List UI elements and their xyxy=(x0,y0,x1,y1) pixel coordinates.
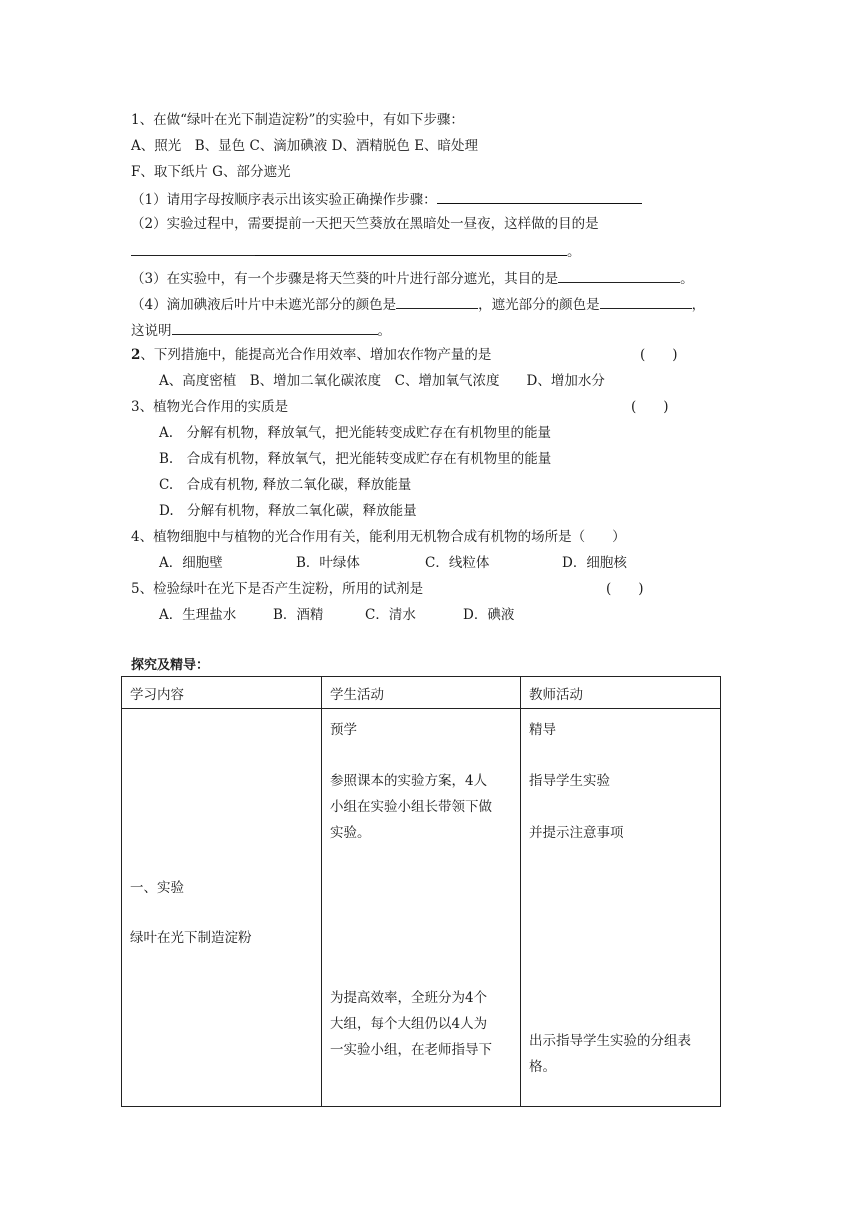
q1-sub3-line xyxy=(131,268,694,288)
q1-sub4-text-c: ， xyxy=(691,297,706,313)
q5-option-d: D．碘液 xyxy=(463,607,515,623)
q3-option-d: D. 分解有机物，释放二氧化碳，释放能量 xyxy=(159,503,417,519)
q1-sub2-text: （2）实验过程中，需要提前一天把天竺葵放在黑暗处一昼夜，这样做的目的是 xyxy=(131,216,599,232)
q3-option-a: A. 分解有机物，释放氧气，把光能转变成贮存在有机物里的能量 xyxy=(159,425,552,441)
content-cell xyxy=(122,709,322,1107)
q1-sub1-blank[interactable] xyxy=(437,189,642,204)
q1-sub2-blank-b[interactable] xyxy=(255,241,567,256)
content-line-title: 绿叶在光下制造淀粉 xyxy=(130,930,252,946)
student-p1-line1: 参照课本的实验方案，4人 xyxy=(330,773,488,789)
teacher-line1: 指导学生实验 xyxy=(529,773,610,789)
q1-sub4-blank-a[interactable] xyxy=(396,294,478,309)
q1-sub1-text: （1）请用字母按顺序表示出该实验正确操作步骤： xyxy=(131,192,437,208)
q1-sub4-line xyxy=(131,294,705,314)
q4-option-a: A．细胞壁 xyxy=(159,555,223,571)
q2-stem-line xyxy=(131,346,491,364)
teacher-line3b: 格。 xyxy=(529,1059,556,1075)
q4-option-c: C．线粒体 xyxy=(425,555,490,571)
q1-sub4-end: 。 xyxy=(377,323,391,339)
student-p1-line2: 小组在实验小组长带领下做 xyxy=(330,799,492,815)
q1-sub4-text-a: （4）滴加碘液后叶片中未遮光部分的颜色是 xyxy=(131,297,397,313)
q1-sub4-line2 xyxy=(131,320,391,340)
student-p1-line3: 实验。 xyxy=(330,825,371,841)
teacher-guide: 精导 xyxy=(529,722,556,738)
q1-sub3-text: （3）在实验中，有一个步骤是将天竺葵的叶片进行部分遮光，其目的是 xyxy=(131,271,559,287)
header-teacher-activity: 教师活动 xyxy=(529,687,583,703)
table-header-row xyxy=(122,677,721,709)
student-pre-study: 预学 xyxy=(330,722,357,738)
teacher-line3a: 出示指导学生实验的分组表 xyxy=(529,1033,691,1049)
q4-stem: 4、植物细胞中与植物的光合作用有关，能利用无机物合成有机物的场所是（ ） xyxy=(131,529,626,545)
student-p2-line2: 大组，每个大组仍以4人为 xyxy=(330,1016,488,1032)
q2-answer-paren[interactable]: ( ) xyxy=(640,347,678,363)
q2-stem: 、下列措施中，能提高光合作用效率、增加农作物产量的是 xyxy=(140,347,492,363)
student-p2-line1: 为提高效率，全班分为4个 xyxy=(330,990,488,1006)
header-cell-student xyxy=(322,677,521,709)
q5-stem: 5、检验绿叶在光下是否产生淀粉，所用的试剂是 xyxy=(131,581,424,597)
q1-options-line2: F、取下纸片 G、部分遮光 xyxy=(131,164,291,180)
q4-option-b: B．叶绿体 xyxy=(296,555,360,571)
q1-options-line1: A、照光 B、显色 C、滴加碘液 D、酒精脱色 E、暗处理 xyxy=(131,138,479,154)
q1-sub4-text-d: 这说明 xyxy=(131,323,172,339)
q2-number: 2 xyxy=(131,347,141,363)
teacher-line2: 并提示注意事项 xyxy=(529,825,624,841)
q1-sub4-blank-b[interactable] xyxy=(600,294,692,309)
q1-sub4-blank-c[interactable] xyxy=(172,320,378,335)
section-title: 探究及精导： xyxy=(131,658,210,673)
q1-stem: 1、在做“绿叶在光下制造淀粉”的实验中，有如下步骤： xyxy=(131,112,464,128)
q1-sub2-answer-line xyxy=(131,241,581,261)
q4-option-d: D．细胞核 xyxy=(562,555,627,571)
q3-option-b: B. 合成有机物，释放氧气，把光能转变成贮存在有机物里的能量 xyxy=(159,451,552,467)
q2-options: A、高度密植 B、增加二氧化碳浓度 C、增加氧气浓度 D、增加水分 xyxy=(159,373,605,389)
q3-answer-paren[interactable]: ( ) xyxy=(631,399,669,415)
content-line-experiment: 一、实验 xyxy=(130,880,184,896)
q5-option-a: A．生理盐水 xyxy=(159,607,237,623)
q3-option-c: C. 合成有机物, 释放二氧化碳，释放能量 xyxy=(159,477,412,493)
table-body-row xyxy=(122,709,721,1107)
q3-stem: 3、植物光合作用的实质是 xyxy=(131,399,289,415)
student-cell xyxy=(322,709,521,1107)
q5-option-c: C．清水 xyxy=(365,607,416,623)
header-student-activity: 学生活动 xyxy=(330,687,384,703)
q1-sub3-blank[interactable] xyxy=(558,268,680,283)
q5-option-b: B．酒精 xyxy=(273,607,324,623)
header-cell-teacher xyxy=(521,677,721,709)
q5-answer-paren[interactable]: ( ) xyxy=(606,581,644,597)
header-cell-content xyxy=(122,677,322,709)
teacher-cell xyxy=(521,709,721,1107)
lesson-table xyxy=(121,676,721,1107)
q1-sub4-text-b: ，遮光部分的颜色是 xyxy=(478,297,600,313)
q1-sub3-end: 。 xyxy=(680,271,694,287)
q1-sub2-end: 。 xyxy=(567,244,581,260)
q1-sub2-blank-a[interactable] xyxy=(131,241,255,256)
q1-sub1-line xyxy=(131,189,642,209)
header-study-content: 学习内容 xyxy=(130,687,184,703)
student-p2-line3: 一实验小组，在老师指导下 xyxy=(330,1042,492,1058)
